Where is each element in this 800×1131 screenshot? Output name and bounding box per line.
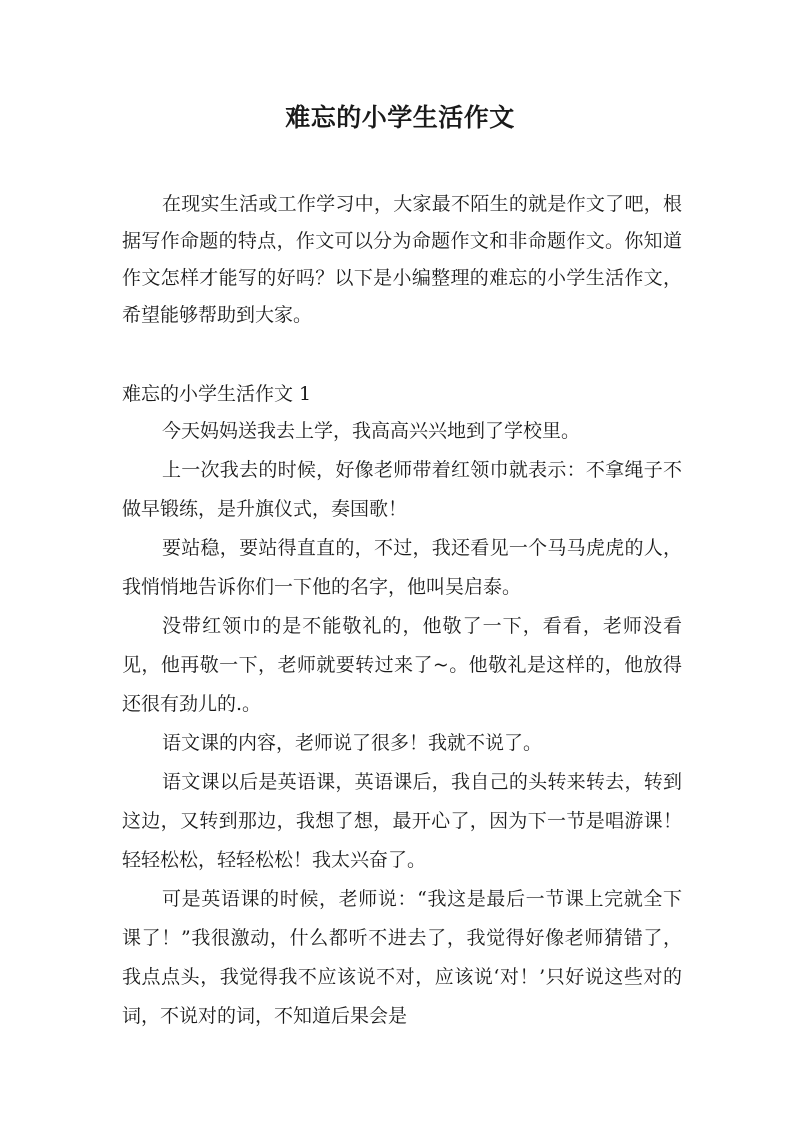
essay-paragraph: 可是英语课的时候，老师说：“我这是最后一节课上完就全下课了！”我很激动，什么都听不进去了，我觉得好像老师猜错了，我点点头，我觉得我不应该说不对，应该说‘对！’只好说这些对的词，不说对的词，不知道后果会是 — [122, 888, 682, 1027]
essay-paragraph: 要站稳，要站得直直的，不过，我还看见一个马马虎虎的人，我悄悄地告诉你们一下他的名字，他叫吴启泰。 — [122, 537, 682, 598]
intro-paragraph: 在现实生活或工作学习中，大家最不陌生的就是作文了吧，根据写作命题的特点，作文可以分为命题作文和非命题作文。你知道作文怎样才能写的好吗？以下是小编整理的难忘的小学生活作文，希望能够帮助到大家。 — [122, 193, 682, 326]
essay-paragraph: 语文课以后是英语课，英语课后，我自己的头转来转去，转到这边，又转到那边，我想了想，最开心了，因为下一节是唱游课！轻轻松松，轻轻松松！我太兴奋了。 — [122, 771, 682, 871]
document-title: 难忘的小学生活作文 — [285, 103, 515, 132]
essay-paragraph: 上一次我去的时候，好像老师带着红领巾就表示：不拿绳子不做早锻练，是升旗仪式，奏国歌！ — [122, 459, 682, 520]
essay-paragraph: 语文课的内容，老师说了很多！我就不说了。 — [162, 732, 543, 754]
section-heading: 难忘的小学生活作文 1 — [122, 383, 312, 405]
essay-body — [122, 412, 682, 1036]
essay-paragraph: 今天妈妈送我去上学，我高高兴兴地到了学校里。 — [162, 420, 581, 442]
essay-paragraph: 没带红领巾的是不能敬礼的，他敬了一下，看看，老师没看见，他再敬一下，老师就要转过来了~。他敬礼是这样的，他放得还很有劲儿的.。 — [122, 615, 682, 715]
